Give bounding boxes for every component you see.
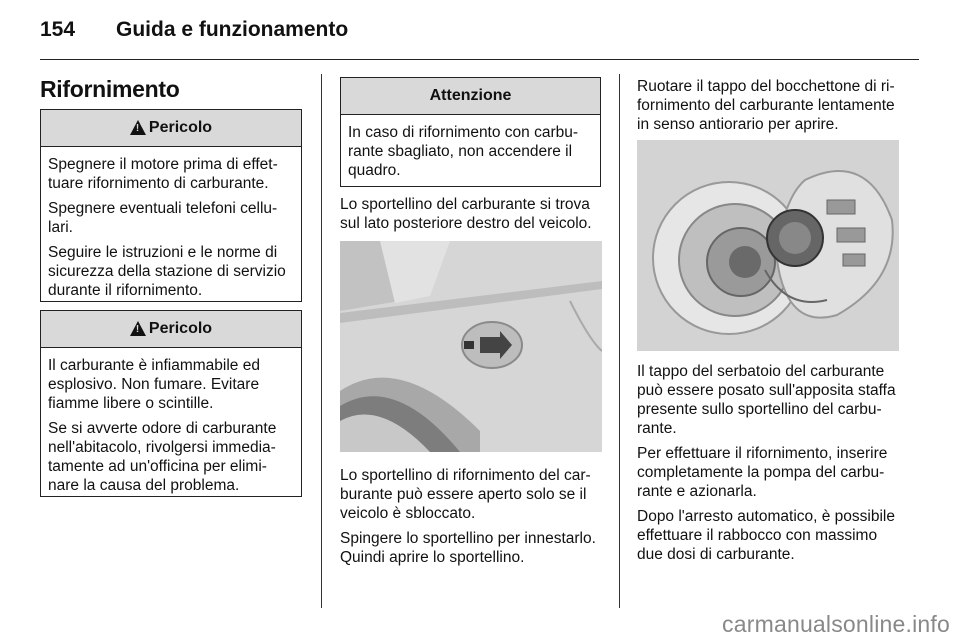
body-text: Per effettuare il rifornimento, inserire completamente la pompa del carbu-rante e azionarla. — [637, 445, 888, 500]
attention-box-heading — [341, 78, 600, 115]
section-title: Guida e funzionamento — [116, 18, 349, 41]
fuel-door-illustration — [340, 241, 602, 452]
body-text: Lo sportellino di rifornimento del car-burante può essere aperto solo se il veicolo è sbloccato. — [340, 467, 591, 522]
danger-box — [40, 310, 302, 497]
text-block — [340, 466, 603, 573]
body-text: Dopo l'arresto automatico, è possibile effettuare il rabbocco con massimo due dosi di carburante. — [637, 508, 895, 563]
attention-text: In caso di rifornimento con carbu-rante sbagliato, non accendere il quadro. — [348, 124, 579, 179]
fuel-door-photo — [340, 241, 602, 452]
text-block — [637, 362, 902, 570]
page-title: Rifornimento — [40, 76, 180, 102]
danger-text: Spegnere eventuali telefoni cellu-lari. — [48, 200, 278, 236]
fuel-cap-illustration — [637, 140, 899, 351]
body-text: Il tappo del serbatoio del carburante può essere posato sull'apposita staffa presente sullo sportellino del carbu-rante. — [637, 363, 896, 437]
danger-box — [40, 109, 302, 302]
danger-text: Seguire le istruzioni e le norme di sicurezza della stazione di servizio durante il rifornimento. — [48, 244, 286, 299]
page-number: 154 — [40, 18, 76, 41]
fuel-cap-photo — [637, 140, 899, 351]
body-text: Lo sportellino del carburante si trova sul lato posteriore destro del veicolo. — [340, 196, 592, 232]
attention-box — [340, 77, 601, 187]
warning-triangle-icon — [130, 321, 146, 336]
header-divider — [40, 59, 919, 60]
body-text: Spingere lo sportellino per innestarlo. Quindi aprire lo sportellino. — [340, 530, 596, 566]
text-block — [637, 77, 902, 140]
text-block — [340, 195, 603, 239]
danger-box-heading — [41, 311, 301, 348]
column-divider — [619, 74, 620, 608]
page-header — [40, 18, 920, 58]
danger-heading-label: Pericolo — [148, 119, 213, 136]
body-text: Ruotare il tappo del bocchettone di ri-fornimento del carburante lentamente in senso antiorario per aprire. — [637, 78, 895, 133]
column-divider — [321, 74, 322, 608]
danger-text: Il carburante è infiammabile ed esplosivo. Non fumare. Evitare fiamme libere o scintille. — [48, 357, 260, 412]
danger-text: Spegnere il motore prima di effet-tuare rifornimento di carburante. — [48, 156, 278, 192]
danger-heading-label: Pericolo — [148, 320, 213, 337]
watermark: carmanualsonline.info — [722, 611, 950, 637]
warning-triangle-icon — [130, 120, 146, 135]
danger-text: Se si avverte odore di carburante nell'abitacolo, rivolgersi immedia-tamente ad un'officina per elimi-nare la causa del problema. — [48, 420, 277, 494]
danger-box-heading — [41, 110, 301, 147]
attention-heading-label: Attenzione — [429, 87, 512, 104]
